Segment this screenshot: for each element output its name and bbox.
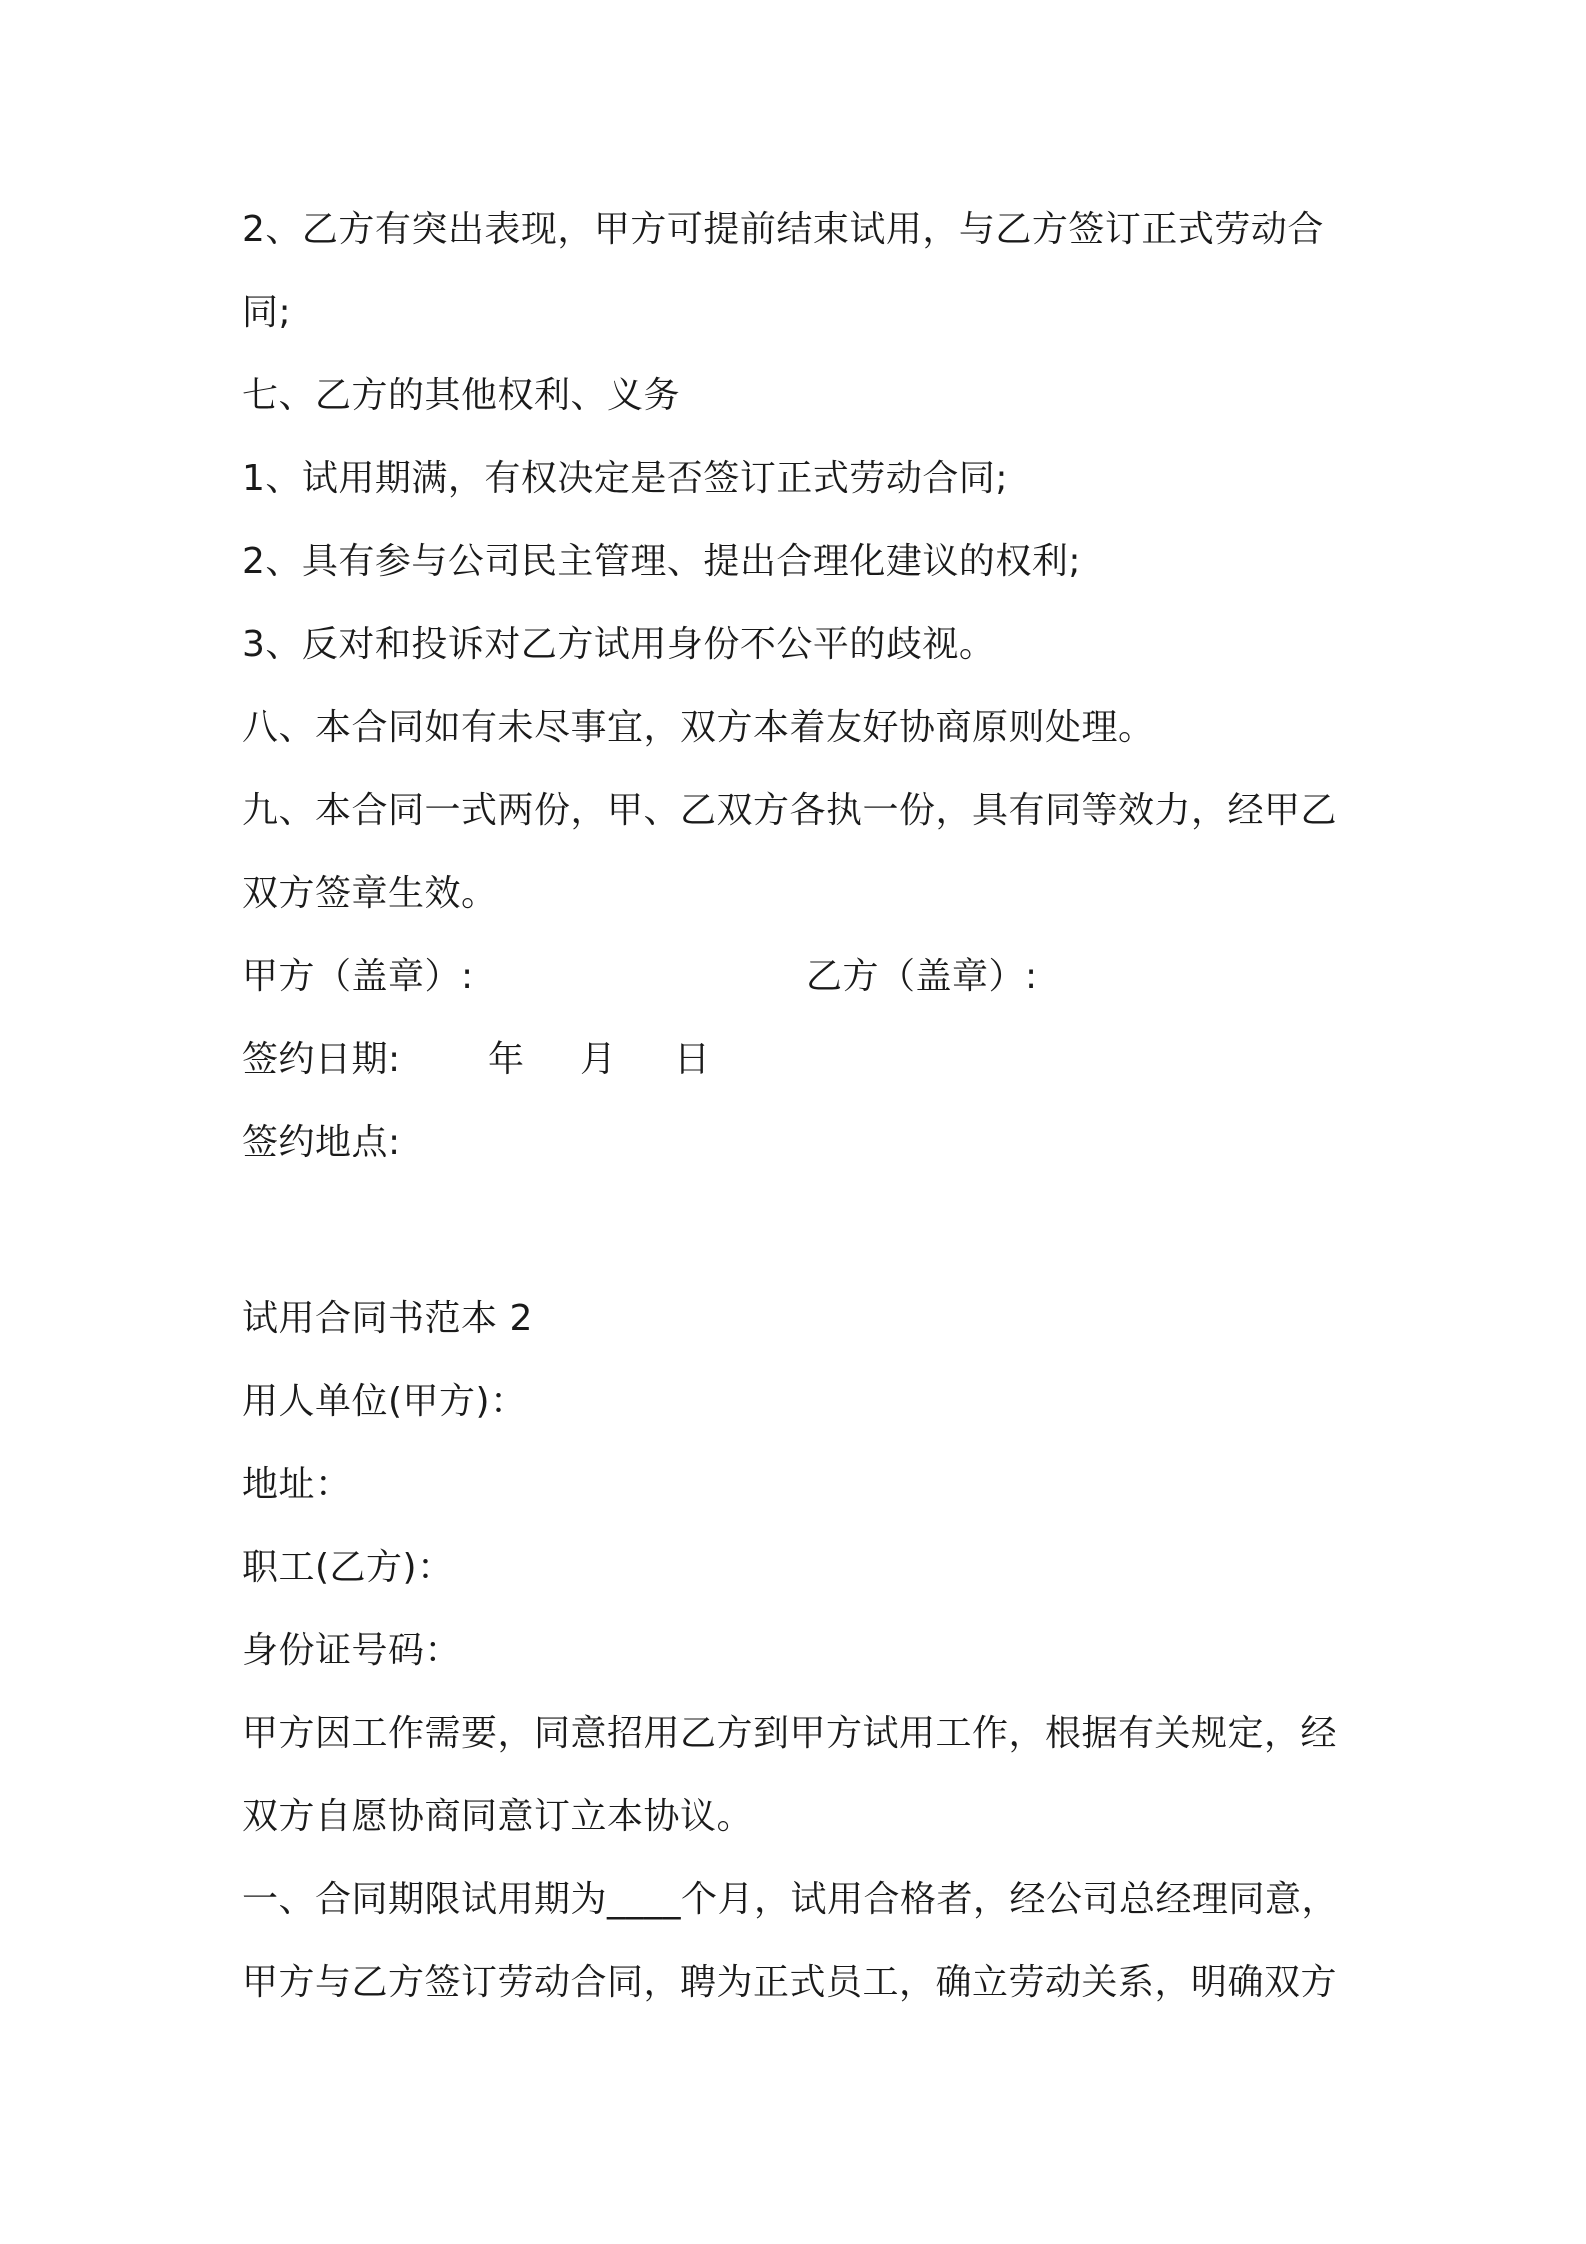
sample2-body-line: 一、合同期限试用期为____个月，试用合格者，经公司总经理同意， xyxy=(242,1879,1339,1920)
sample2-body-line: 甲方与乙方签订劳动合同，聘为正式员工，确立劳动关系，明确双方 xyxy=(242,1962,1338,2003)
party-b-seal-label: 乙方（盖章）: xyxy=(806,956,1038,997)
address-label: 地址： xyxy=(242,1464,352,1505)
sample2-body-line: 双方自愿协商同意订立本协议。 xyxy=(242,1796,754,1837)
sample2-body-line: 甲方因工作需要，同意招用乙方到甲方试用工作，根据有关规定，经 xyxy=(242,1713,1338,1754)
party-a-seal-label: 甲方（盖章）: xyxy=(242,956,474,997)
clause-text-line: 双方签章生效。 xyxy=(242,873,498,914)
employer-label: 用人单位(甲方)： xyxy=(242,1381,527,1422)
clause-text-line: 3、反对和投诉对乙方试用身份不公平的歧视。 xyxy=(242,624,996,665)
section-heading: 九、本合同一式两份，甲、乙双方各执一份，具有同等效力，经甲乙 xyxy=(242,790,1338,831)
section-heading: 七、乙方的其他权利、义务 xyxy=(242,375,681,416)
sign-place-label: 签约地点: xyxy=(242,1122,401,1163)
section-heading: 八、本合同如有未尽事宜，双方本着友好协商原则处理。 xyxy=(242,707,1155,748)
clause-text-line: 2、乙方有突出表现，甲方可提前结束试用，与乙方签订正式劳动合 xyxy=(242,209,1324,250)
date-year-label: 年 xyxy=(488,1039,525,1080)
sign-date-label: 签约日期: xyxy=(242,1039,401,1080)
clause-text-line: 2、具有参与公司民主管理、提出合理化建议的权利; xyxy=(242,541,1082,582)
clause-text-line: 1、试用期满，有权决定是否签订正式劳动合同; xyxy=(242,458,1009,499)
sample2-title: 试用合同书范本 2 xyxy=(242,1298,533,1339)
clause-text-line: 同; xyxy=(242,292,292,333)
date-day-label: 日 xyxy=(674,1039,711,1080)
date-month-label: 月 xyxy=(580,1039,617,1080)
id-number-label: 身份证号码： xyxy=(242,1630,462,1671)
employee-label: 职工(乙方)： xyxy=(242,1547,454,1588)
